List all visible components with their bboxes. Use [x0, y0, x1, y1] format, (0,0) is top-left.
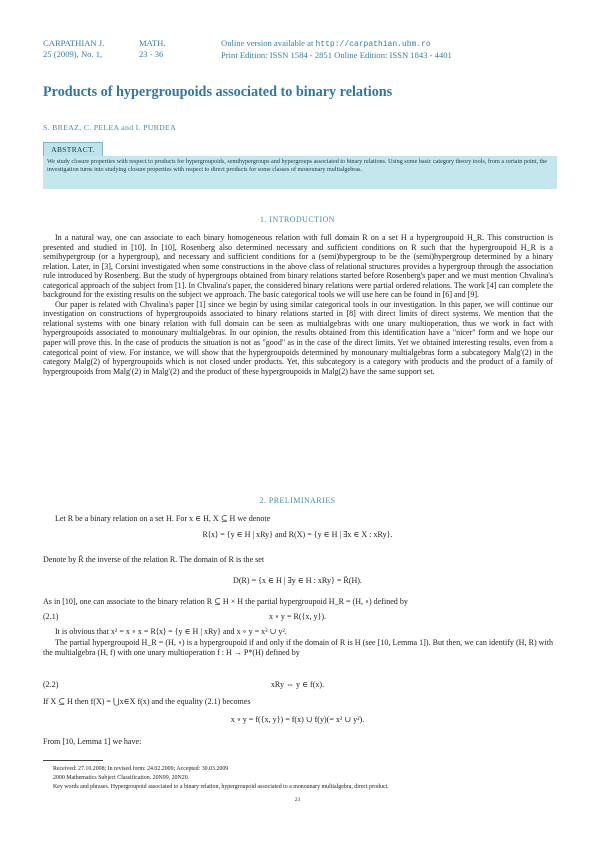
authors: S. BREAZ, C. PELEA and I. PURDEA — [43, 123, 177, 132]
footnote-keywords: Key words and phrases. Hypergroupoid associated to a binary relation, hypergroupoid associated to a monounary multialgebra, direct product. — [53, 783, 389, 790]
online-url-link[interactable]: http://carpathian.ubm.ro — [315, 40, 431, 49]
prelim-line-7: From [10, Lemma 1] we have: — [43, 737, 142, 746]
equation-label-2-1: (2.1) — [43, 612, 59, 621]
prelim-line-5: The partial hypergroupoid H_R = (H, ∘) is a hypergroupoid if and only if the domain of R is H (see [10, Lemma 1]). But then, we can identify (H, R) with the multialgebra (H, f) with one unary multioperation f : H → P*(H) defined by — [43, 638, 553, 657]
intro-body — [43, 233, 553, 376]
equation-2-1: x ∘ y = R({x, y}). — [268, 612, 327, 621]
prelim-heading: 2. PRELIMINARIES — [259, 496, 336, 505]
prelim-line-6: If X ⊆ H then f(X) = ⋃x∈X f(x) and the equality (2.1) becomes — [43, 697, 251, 706]
print-edition: Print Edition: ISSN 1584 - 2851 Online Edition: ISSN 1843 - 4401 — [221, 50, 452, 60]
equation-label-2-2: (2.2) — [43, 680, 59, 689]
prelim-line-3: As in [10], one can associate to the binary relation R ⊆ H × H the partial hypergroupoid H_R = (H, ∘) defined by — [43, 597, 408, 606]
footnotes — [53, 765, 553, 792]
journal-pages: 23 - 36 — [139, 49, 164, 59]
journal-subject: MATH. — [139, 38, 166, 48]
prelim-line-4: It is obvious that x² = x ∘ x = R⟨x⟩ = {y ∈ H | xRy} and x ∘ y = x² ∪ y². — [55, 627, 287, 636]
intro-paragraph-2: Our paper is related with Chvalina's paper [1] since we begin by using similar categorical tools in our investigation. In this paper, we will continue our investigation on constructions of hypergroupoids associated to binary relations started in [8] with direct limits of direct systems. We mention that the relational systems with one binary relation with full domain can be seen as multialgebras with one unary multioperation, thus we work in fact with hypergroupoids associated to monounary multialgebras. In our opinion, the results obtained from this identification have a "nicer" form and we hope our paper will prove this. In the case of products the situation is not as "good" as in the case of the direct limits. Yet we obtained interesting results, even from a categorical point of view. For instance, we will show that the hypergroupoids determined by monounary multialgebras form a subcategory Malg′(2) in the category Malg(2) of hypergroupoids which is not closed under products. Yet, this subcategory is a category with products and the product of a family of hypergroupoids from Malg′(2) in Malg′(2) and the product of these hypergroupoids in Malg(2) have the same support set. — [43, 299, 553, 376]
journal-header-left — [43, 38, 203, 60]
page-number: 23 — [294, 797, 301, 803]
footnote-received: Received: 27.10.2008; In revised form: 24.02.2009; Accepted: 30.03.2009 — [53, 766, 229, 772]
equation-union: x ∘ y = f({x, y}) = f(x) ∪ f(y)(= x² ∪ y²). — [230, 715, 365, 724]
prelim-line-1: Let R be a binary relation on a set H. For x ∈ H, X ⊆ H we denote — [55, 514, 271, 523]
equation-2-2: xRy ⇔ y ∈ f(x). — [270, 680, 325, 689]
online-prefix: Online version available at — [221, 38, 314, 48]
intro-paragraph-1: In a natural way, one can associate to each binary homogeneous relation with full domain R on a set H a hypergroupoid H_R. This construction is presented and studied in [10]. In [10], Rosenberg also determined necessary and sufficient conditions on R such that the hypergroupoid H_R is a semihypergroup (or a hypergroup), and necessary and sufficient conditions for a (semi)hypergroup to be the (semi)hypergroup determined by a binary relation. Later, in [3], Corsini investigated when some constructions in the above class of relational structures provides a hypergroup through the association rule introduced by Rosenberg. But the study of hypergroups obtained from binary relations started before Rosenberg's paper and we must mention Chvalina's categorical approach of the subject from [1]. In Chvalina's paper, the considered binary relations were partial ordered relations. The work [4] can complete the background for the existing results on the subject we approach. The basic categorical tools we will use here can be found in [6] and [9]. — [43, 233, 553, 300]
paper-title: Products of hypergroupoids associated to binary relations — [43, 84, 393, 100]
intro-heading: 1. INTRODUCTION — [259, 215, 335, 224]
journal-header-right — [221, 38, 561, 61]
equation-domain: D(R) = {x ∈ H | ∃y ∈ H : xRy} = R̄(H). — [233, 576, 362, 585]
journal-issue: 25 (2009), No. 1, — [43, 49, 103, 59]
footnote-msc: 2000 Mathematics Subject Classification. 20N99, 20N20. — [53, 774, 190, 781]
abstract-text: We study closure properties with respect to products for hypergroupoids, semihypergroups and hypergroups associated to binary relations. Using some basic category theory tools, from a certain point, the investigation turns into studying closure properties with respect to direct products for some classes of monounary multialgebras. — [43, 156, 557, 189]
journal-name: CARPATHIAN J. — [43, 38, 105, 48]
prelim-line-2: Denote by R̄ the inverse of the relation R. The domain of R is the set — [43, 555, 265, 564]
equation-relation-sets: R⟨x⟩ = {y ∈ H | xRy} and R(X) = {y ∈ H | ∃x ∈ X : xRy}. — [202, 530, 393, 539]
abstract-label: ABSTRACT. — [43, 142, 103, 157]
footnote-rule — [43, 760, 103, 761]
